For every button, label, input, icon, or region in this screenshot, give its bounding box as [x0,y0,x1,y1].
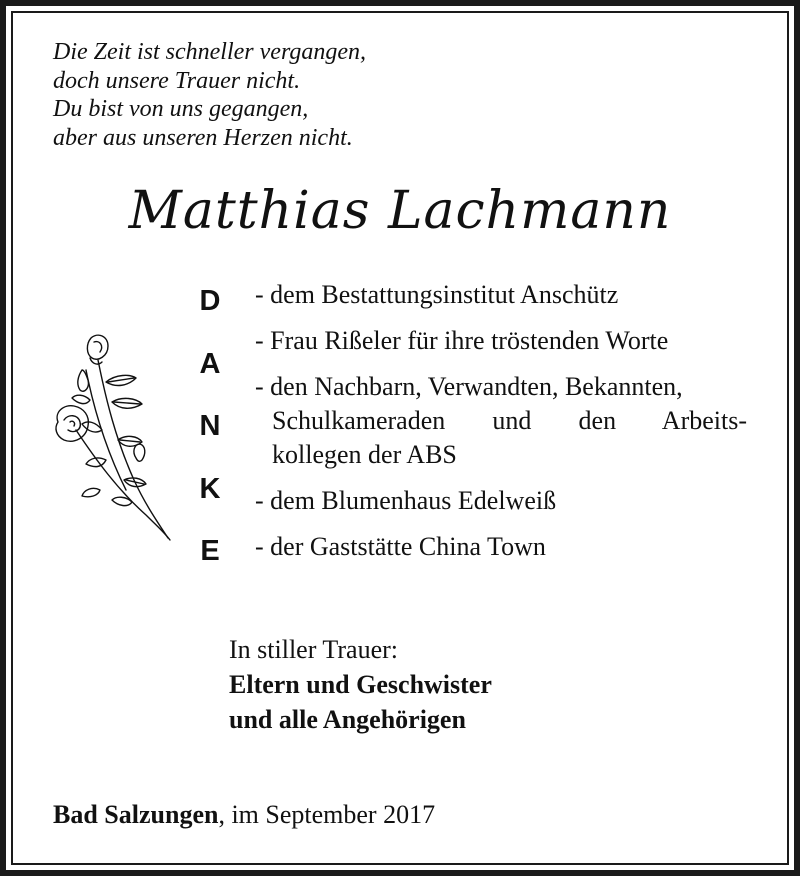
thanks-item [255,278,747,312]
poem [53,38,366,152]
deceased-name: Matthias Lachmann [128,181,672,241]
danke-letter: D [199,285,221,317]
danke-letter: K [199,472,221,505]
closing-family-line: und alle Angehörigen [229,705,466,734]
danke-letter: A [199,347,221,380]
place-name: Bad Salzungen [53,800,219,829]
thanks-list [255,278,747,576]
thanks-item-text: - Frau Rißeler für ihre tröstenden Worte [255,326,669,355]
thanks-item-text: - dem Blumenhaus Edelweiß [255,486,557,515]
closing-block [229,632,492,737]
danke-vertical [188,280,232,593]
rose-branch-icon [46,330,176,545]
poem-line: Die Zeit ist schneller vergangen, [53,39,367,65]
thanks-item-text: - dem Bestattungsinstitut Anschütz [255,280,619,309]
date-text: , im September 2017 [218,800,436,829]
thanks-item [255,324,747,358]
thanks-item-text: - der Gaststätte China Town [255,532,546,561]
danke-letter: E [200,535,220,567]
poem-line: doch unsere Trauer nicht. [53,67,301,94]
closing-intro: In stiller Trauer: [229,635,398,664]
danke-letter: N [199,410,221,442]
place-date [53,797,435,833]
thanks-item [255,370,747,472]
thanks-item-line: - den Nachbarn, Verwandten, Bekannten, [255,372,683,401]
poem-line: Du bist von uns gegangen, [53,96,309,122]
thanks-item-line: kollegen der ABS [272,440,457,469]
thanks-item [255,530,747,564]
closing-family-line: Eltern und Geschwister [229,670,492,699]
thanks-item-line: Schulkameraden und den Arbeits- [272,406,747,435]
poem-line: aber aus unseren Herzen nicht. [53,124,353,151]
thanks-item [255,484,747,518]
